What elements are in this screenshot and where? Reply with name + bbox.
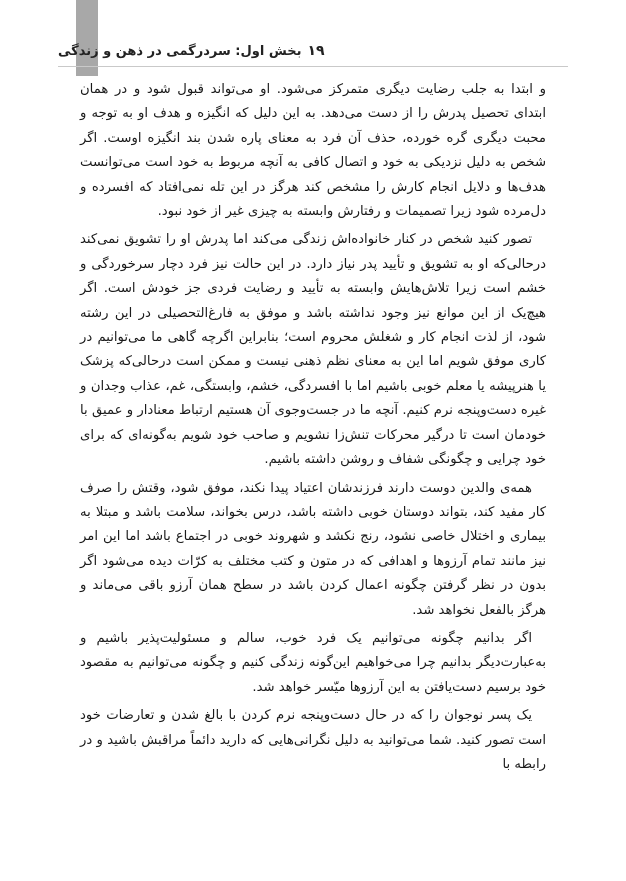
body-text: [80, 78, 546, 781]
paragraph: اگر بدانیم چگونه می‌توانیم یک فرد خوب، سالم و مسئولیت‌پذیر باشیم و به‌عبارت‌دیگر بدانیم چرا می‌خواهیم این‌گونه زندگی کنیم و چگونه می‌توانیم به مقصود خود برسیم دست‌یافتن به این آرزوها میّسر خواهد شد.: [80, 630, 546, 695]
chapter-title: بخش اول: سردرگمی در ذهن و زندگی: [58, 43, 302, 59]
page-number: ۱۹: [307, 43, 325, 59]
paragraph: تصور کنید شخص در کنار خانواده‌اش زندگی می‌کند اما پدرش او را تشویق نمی‌کند درحالی‌که او به تشویق و تأیید پدر نیاز دارد. در این حالت نیز فرد دچار سرخوردگی و خشم است زیرا تلاش‌هایش وابسته به تأیید و رضایت فردی جز خودش است. اگر هیچ‌یک از این موانع نیز وجود نداشته باشد و موفق به فارغ‌التحصیلی در این رشته شود، از لذت انجام کار و شغلش محروم است؛ بنابراین اگرچه گاهی ما می‌توانیم در کاری موفق شویم اما این به معنای نظم ذهنی نیست و ممکن است درحالی‌که پزشک یا هنرپیشه یا معلم خوبی باشیم اما با افسردگی، خشم، وابستگی، غم، عذاب وجدان و غیره دست‌وپنجه نرم کنیم. آنچه ما در جست‌وجوی آن هستیم ارتباط معنادار و عمیق با خودمان است تا درگیر محرکات تنش‌زا نشویم و صاحب خود شویم به‌گونه‌ای که برای خود چرایی و چگونگی شفاف و روشن داشته باشیم.: [80, 232, 546, 468]
paragraph: و ابتدا به جلب رضایت دیگری متمرکز می‌شود. او می‌تواند قبول شود و در همان ابتدای تحصیل پدرش را از دست می‌دهد. به این دلیل که انگیزه و هدف او به توجه و محبت دیگری گره خورده، حذف آن فرد به معنای پاره شدن بند انگیزه اوست. اگر شخص به دلیل نزدیکی به خود و اتصال کافی به آنچه مربوط به خود است می‌توانست هدف‌ها و دلایل انجام کارش را مشخص کند هرگز در این تله نمی‌افتاد که افسرده و دل‌مرده شود زیرا تصمیمات و رفتارش وابسته به چیزی غیر از خود نبود.: [80, 82, 546, 220]
page-header: [58, 36, 568, 67]
paragraph: یک پسر نوجوان را که در حال دست‌وپنجه نرم کردن با بالغ شدن و تعارضات خود است تصور کنید. شما می‌توانید به دلیل نگرانی‌هایی که دارید دائماً مراقبش باشید و در رابطه با: [80, 708, 546, 772]
paragraph: همه‌ی والدین دوست دارند فرزندشان اعتیاد پیدا نکند، موفق شود، وقتش را صرف کار مفید کند، بتواند دوستان خوبی داشته باشد، درس بخواند، سلامت باشد و مبتلا به بیماری و اختلال خاصی نشود، رنج نکشد و شهروند خوبی در اجتماع باشد اما این امر نیز مانند تمام آرزوها و اهدافی که در متون و کتب مختلف به کرّات دیده می‌شود اگر بدون در نظر گرفتن چگونه اعمال کردن باشد در سطح همان آرزو باقی می‌ماند و هرگز بالفعل نخواهد شد.: [80, 480, 546, 618]
